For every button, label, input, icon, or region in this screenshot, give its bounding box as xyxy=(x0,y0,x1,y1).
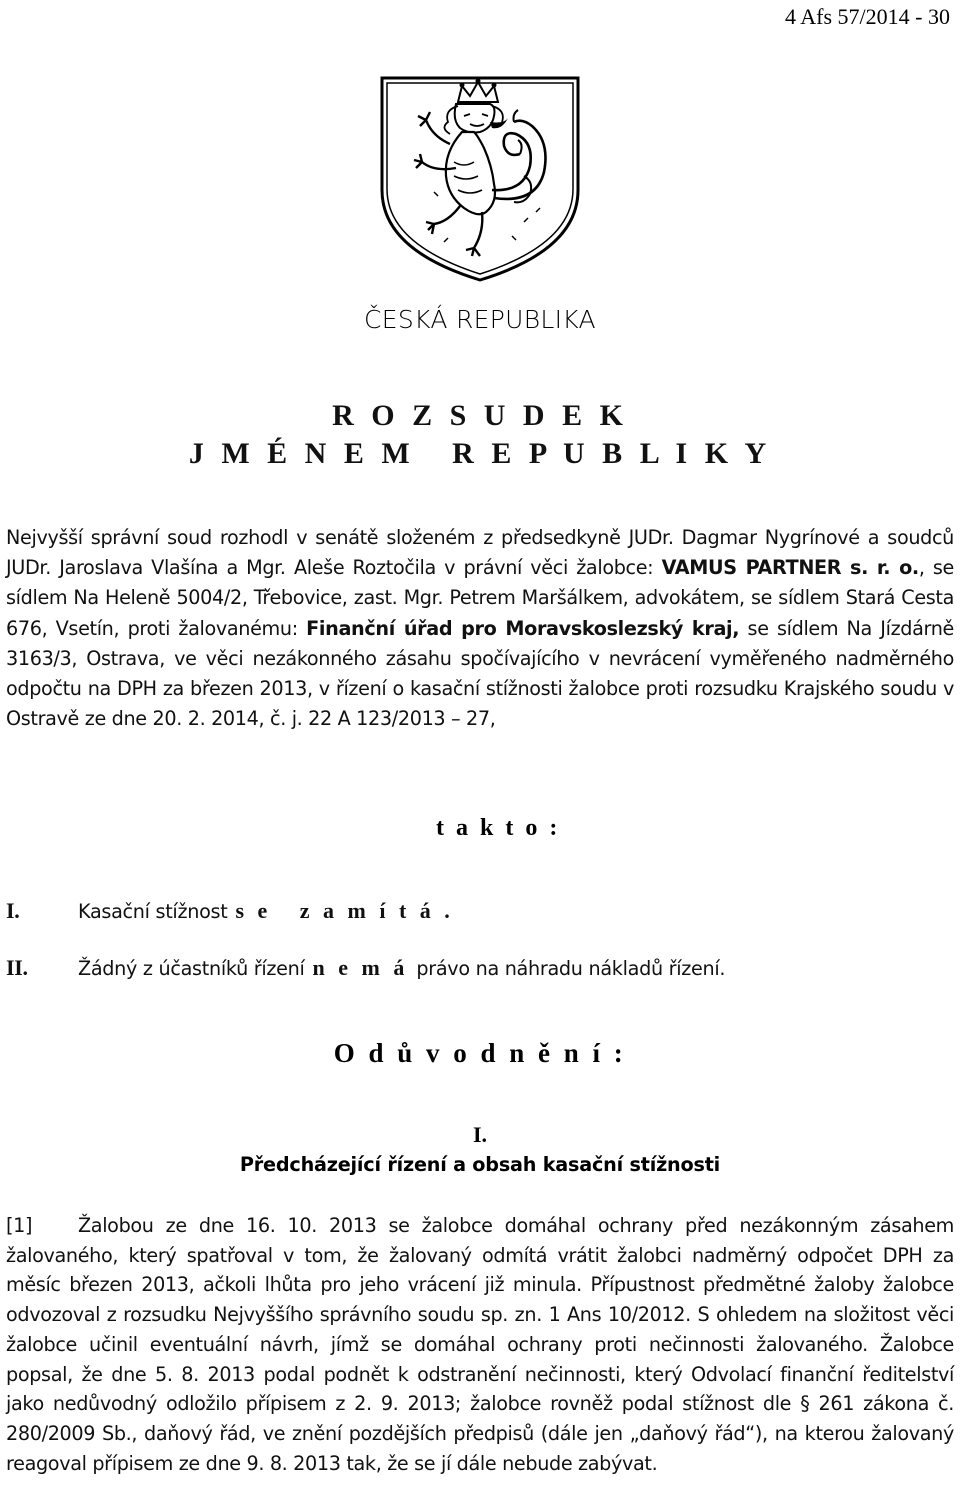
coat-of-arms-icon xyxy=(374,72,586,284)
ruling-verdict-word: s e z a m í t á . xyxy=(235,898,454,923)
intro-paragraph xyxy=(6,523,954,734)
ruling-post-text: právo na náhradu nákladů řízení. xyxy=(416,957,726,980)
paragraph-number: [1] xyxy=(6,1214,33,1237)
file-number: 4 Afs 57/2014 - 30 xyxy=(785,4,950,29)
ruling-pre-text: Žádný z účastníků řízení xyxy=(78,957,305,980)
intro-text-2: , se sídlem Na Heleně 5004/2, Třebovice, zast. Mgr. Petrem Maršálkem, advokátem, se sídlem Stará Cesta 676, Vsetín, proti žalovanému: xyxy=(6,556,954,640)
ruling-text xyxy=(78,898,462,924)
defendant-name: Finanční úřad pro Moravskoslezský kraj, xyxy=(306,616,740,640)
title-line-verdict: R O Z S U D E K xyxy=(332,399,628,432)
ruling-pre-text: Kasační stížnost xyxy=(78,900,228,923)
ruling-number: II. xyxy=(6,955,28,980)
ruling-heading: t a k t o : xyxy=(436,815,561,841)
intro-text-3: se sídlem Na Jízdárně 3163/3, Ostrava, ve věci nezákonného zásahu spočívajícího v nevrácení vyměřeného nadměrného odpočtu na DPH za březen 2013, v řízení o kasační stížnosti žalobce proti rozsudku Krajského soudu v Ostravě ze dne 20. 2. 2014, č. j. 22 A 123/2013 – 27, xyxy=(6,616,954,731)
reasoning-heading: O d ů v o d n ě n í : xyxy=(333,1038,627,1068)
ruling-text xyxy=(78,955,725,981)
plaintiff-name: VAMUS PARTNER s. r. o. xyxy=(661,556,919,580)
ruling-verdict-word: n e m á xyxy=(312,955,409,980)
ruling-number: I. xyxy=(6,898,20,923)
section-title: Předcházející řízení a obsah kasační stížnosti xyxy=(239,1153,721,1176)
section-number: I. xyxy=(472,1122,488,1147)
document-title xyxy=(0,397,960,473)
intro-text-1: Nejvyšší správní soud rozhodl v senátě složeném z předsedkyně JUDr. Dagmar Nygrínové a soudců JUDr. Jaroslava Vlašína a Mgr. Aleše Roztočila v právní věci žalobce: xyxy=(6,526,954,580)
body-paragraph xyxy=(6,1211,954,1478)
country-name: ČESKÁ REPUBLIKA xyxy=(364,305,596,334)
paragraph-text: Žalobou ze dne 16. 10. 2013 se žalobce domáhal ochrany před nezákonným zásahem žalovaného, který spatřoval v tom, že žalovaný odmítá vrátit žalobci nadměrný odpočet DPH za měsíc březen 2013, ačkoli lhůta pro jeho vrácení již minula. Přípustnost předmětné žaloby žalobce odvozoval z rozsudku Nejvyššího správního soudu sp. zn. 1 Ans 10/2012. S ohledem na složitost věci žalobce učinil eventuální návrh, jímž se domáhal ochrany proti nečinnosti žalovaného. Žalobce popsal, že dne 5. 8. 2013 podal podnět k odstranění nečinnosti, který Odvolací finanční ředitelství jako nedůvodný odložilo přípisem z 2. 9. 2013; žalobce rovněž podal stížnost dle § 261 zákona č. 280/2009 Sb., daňový řád, ve znění pozdějších předpisů (dále jen „daňový řád“), na kterou žalovaný reagoval přípisem ze dne 9. 8. 2013 tak, že se jí dále nebude zabývat. xyxy=(6,1214,954,1475)
title-line-in-name-of-republic: J M É N E M R E P U B L I K Y xyxy=(188,437,772,470)
